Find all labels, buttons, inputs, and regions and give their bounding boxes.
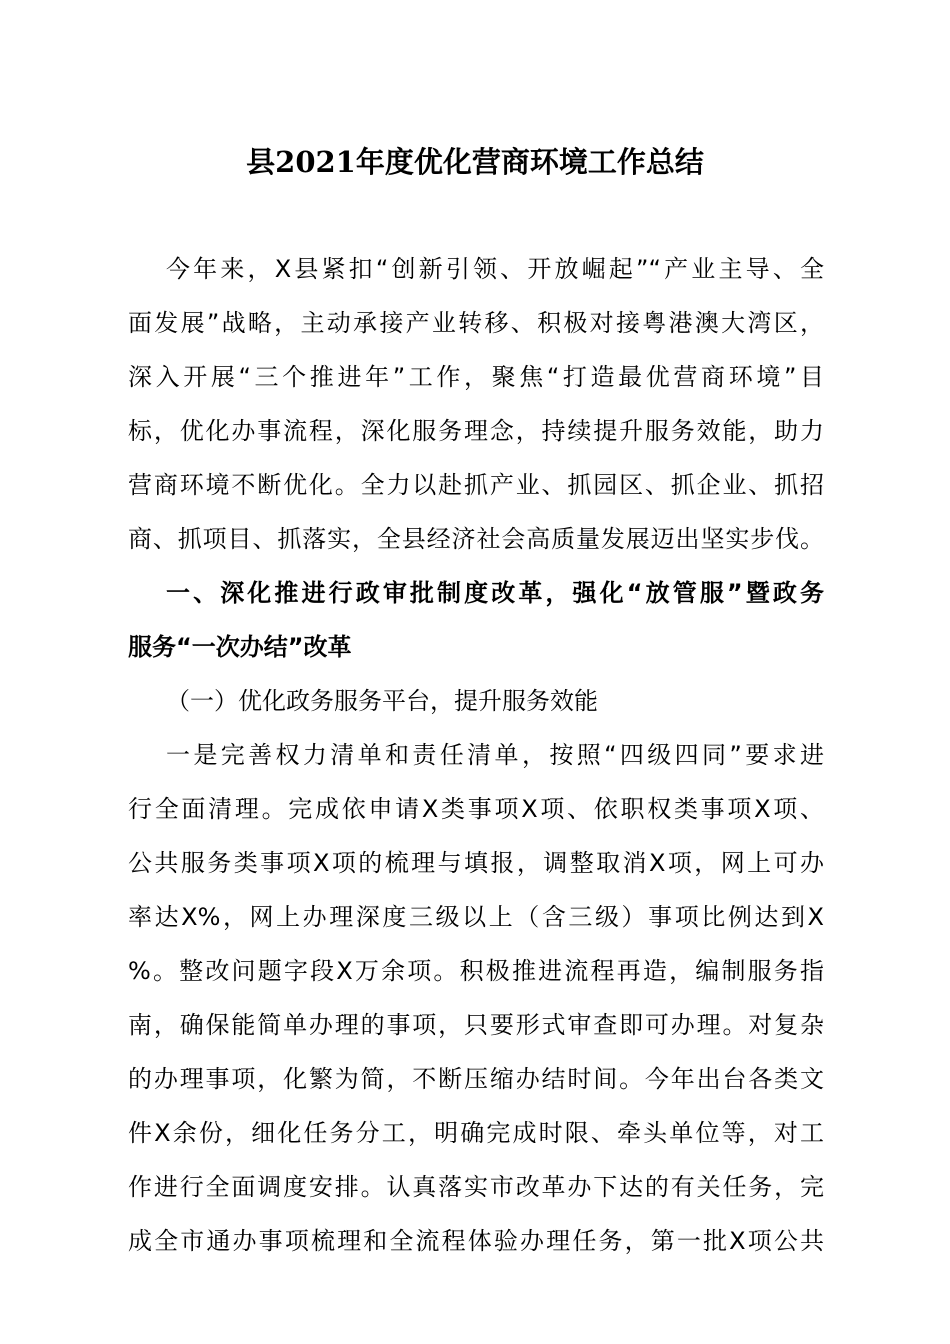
paragraph-line: 一是完善权力清单和责任清单，按照“四级四同”要求进 <box>166 741 824 769</box>
paragraph-line: 率达X%，网上办理深度三级以上（含三级）事项比例达到X <box>128 903 824 931</box>
section-heading-line: 服务“一次办结”改革 <box>128 633 352 661</box>
document-title: 县2021年度优化营商环境工作总结 <box>246 145 704 179</box>
paragraph-line: 的办理事项，化繁为简，不断压缩办结时间。今年出台各类文 <box>128 1065 824 1093</box>
paragraph-line: 行全面清理。完成依申请X类事项X项、依职权类事项X项、 <box>128 795 824 823</box>
intro-line: 商、抓项目、抓落实，全县经济社会高质量发展迈出坚实步伐。 <box>128 525 824 553</box>
intro-line: 深入开展“三个推进年”工作，聚焦“打造最优营商环境”目 <box>128 363 824 391</box>
intro-line: 面发展”战略，主动承接产业转移、积极对接粤港澳大湾区， <box>128 309 824 337</box>
intro-line: 今年来，X县紧扣“创新引领、开放崛起”“产业主导、全 <box>166 255 824 283</box>
paragraph-line: %。整改问题字段X万余项。积极推进流程再造，编制服务指 <box>128 957 824 985</box>
paragraph-line: 成全市通办事项梳理和全流程体验办理任务，第一批X项公共 <box>128 1227 824 1255</box>
document-body <box>128 242 824 1268</box>
section-heading-line: 一、深化推进行政审批制度改革，强化“放管服”暨政务 <box>166 579 824 607</box>
paragraph-line: 件X余份，细化任务分工，明确完成时限、牵头单位等，对工 <box>128 1119 824 1147</box>
subsection-heading: （一）优化政务服务平台，提升服务效能 <box>166 687 598 715</box>
intro-line: 营商环境不断优化。全力以赴抓产业、抓园区、抓企业、抓招 <box>128 471 824 499</box>
paragraph-line: 作进行全面调度安排。认真落实市改革办下达的有关任务，完 <box>128 1173 824 1201</box>
paragraph-line: 公共服务类事项X项的梳理与填报，调整取消X项，网上可办 <box>128 849 824 877</box>
intro-line: 标，优化办事流程，深化服务理念，持续提升服务效能，助力 <box>128 417 824 445</box>
paragraph-line: 南，确保能简单办理的事项，只要形式审查即可办理。对复杂 <box>128 1011 824 1039</box>
